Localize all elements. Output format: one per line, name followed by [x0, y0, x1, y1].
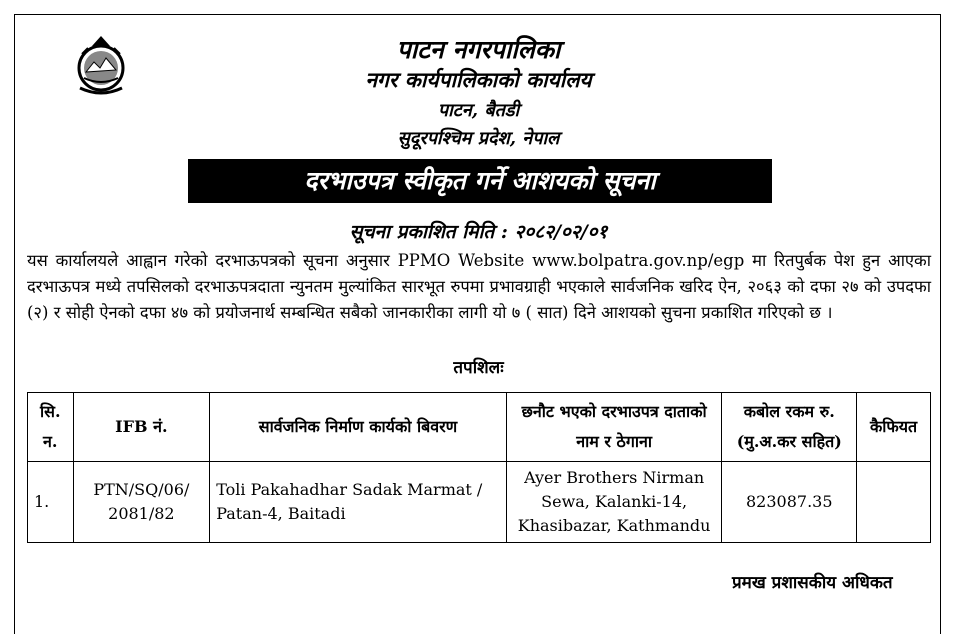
notice-title-banner: दरभाउपत्र स्वीकृत गर्ने आशयको सूचना [188, 159, 772, 203]
header-bidder: छनौट भएको दरभाउपत्र दाताको नाम र ठेगाना [506, 393, 722, 462]
table-header-row [28, 393, 931, 462]
table-row [28, 462, 931, 543]
header-amount: कबोल रकम रु. (मु.अ.कर सहित) [722, 393, 857, 462]
details-heading: तपशिलः [453, 358, 504, 378]
cell-ifb: PTN/SQ/06/ 2081/82 [73, 462, 210, 543]
office-name: नगर कार्यपालिकाको कार्यालय [365, 67, 592, 92]
award-table [27, 392, 931, 543]
cell-amount: 823087.35 [722, 462, 857, 543]
header-sn: सि. न. [28, 393, 74, 462]
org-name: पाटन नगरपालिका [396, 35, 561, 64]
header-description: सार्वजनिक निर्माण कार्यको बिवरण [210, 393, 507, 462]
cell-remarks [857, 462, 931, 543]
notice-body: यस कार्यालयले आह्वान गरेको दरभाऊपत्रको सूचना अनुसार PPMO Website www.bolpatra.gov.np/egp मा रितपुर्बक पेश हुन आएका दरभाऊपत्र मध्ये तपसिलको दरभाऊपत्रदाता न्युनतम मुल्यांकित सारभूत रुपमा प्रभावग्राही भएकाले सार्वजनिक खरिद ऐन, २०६३ को दफा २७ को उपदफा (२) र सोही ऐनको दफा ४७ को प्रयोजनार्थ सम्बन्धित सबैको जानकारीका लागी यो ७ ( सात) दिने आशयको सुचना प्रकाशित गरिएको छ । [27, 251, 931, 322]
cell-description: Toli Pakahadhar Sadak Marmat / Patan-4, Baitadi [210, 462, 507, 543]
province-name: सुदूरपश्चिम प्रदेश, नेपाल [397, 128, 560, 149]
cell-bidder: Ayer Brothers Nirman Sewa, Kalanki-14, Khasibazar, Kathmandu [506, 462, 722, 543]
published-date: सूचना प्रकाशित मिति : २०८२/०२/०१ [349, 221, 608, 243]
signatory-title: प्रमख प्रशासकीय अधिकत [732, 573, 893, 593]
header-remarks: कैफियत [857, 393, 931, 462]
cell-sn: 1. [28, 462, 74, 543]
office-place: पाटन, बैतडी [437, 100, 520, 121]
header-ifb: IFB नं. [73, 393, 210, 462]
